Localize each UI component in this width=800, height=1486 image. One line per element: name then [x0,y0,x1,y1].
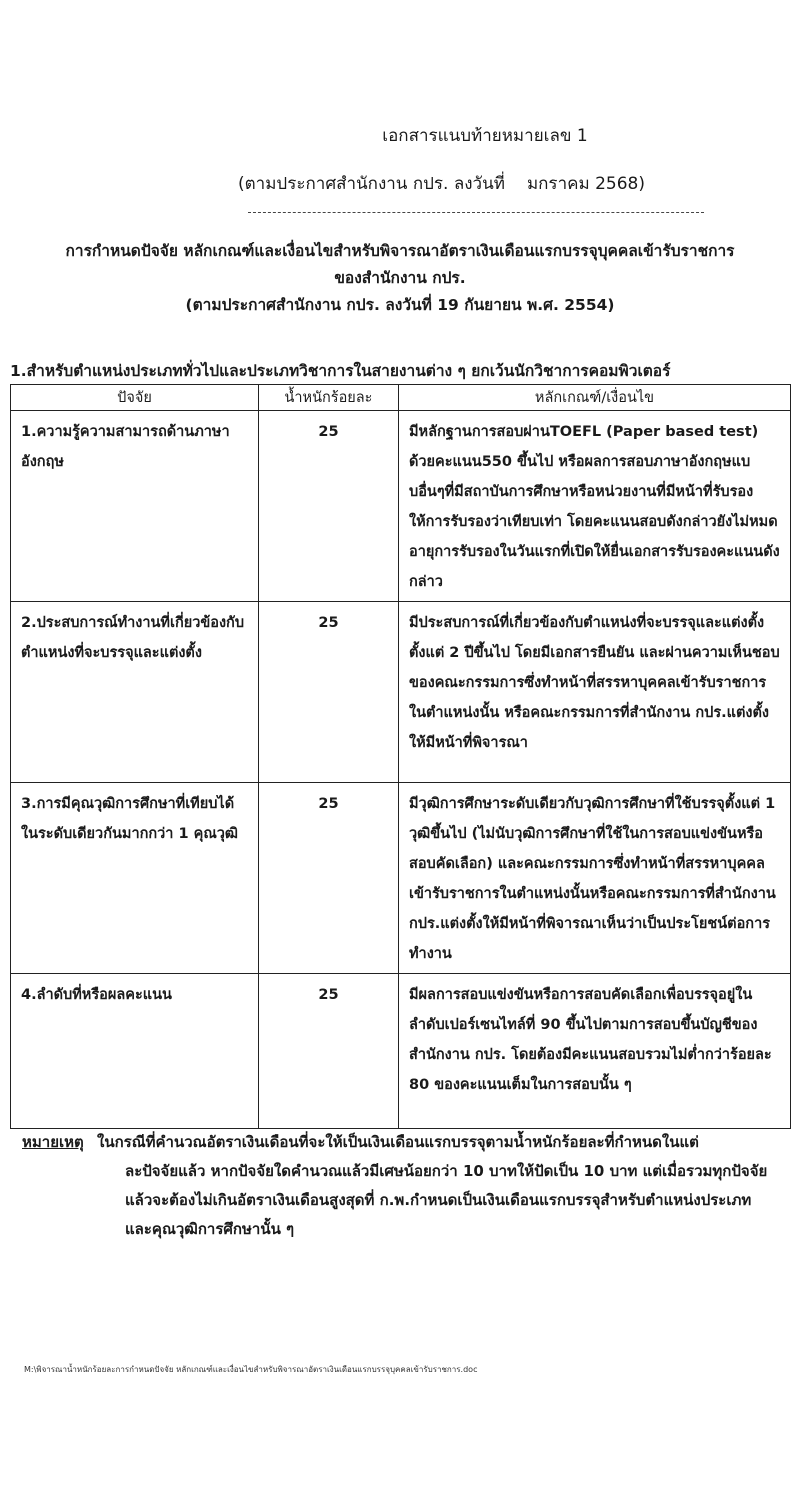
heading-line-3: (ตามประกาศสำนักงาน กปร. ลงวันที่ 19 กันยายน พ.ศ. 2554) [185,296,615,314]
factor-cell: 1.ความรู้ความสามารถด้านภาษาอังกฤษ [11,411,259,602]
heading-line-2: ของสำนักงาน กปร. [334,269,466,287]
weight-cell: 25 [259,974,399,1129]
column-header-criteria: หลักเกณฑ์/เงื่อนไข [399,385,791,411]
announcement-reference [238,170,645,197]
table-header-row [11,385,791,411]
dashed-divider [248,212,704,213]
announcement-prefix: (ตามประกาศสำนักงาน กปร. ลงวันที่ [238,174,505,194]
criteria-cell: มีประสบการณ์ที่เกี่ยวข้องกับตำแหน่งที่จะบรรจุและแต่งตั้ง ตั้งแต่ 2 ปีขึ้นไป โดยมีเอกสารยืนยัน และผ่านความเห็นชอบของคณะกรรมการซึ่งทำหน้าที่สรรหาบุคคลเข้ารับราชการในตำแหน่งนั้น หรือคณะกรรมการที่สำนักงาน กปร.แต่งตั้งให้มีหน้าที่พิจารณา [399,602,791,783]
footnote-label: หมายเหตุ [22,1133,84,1151]
weight-cell: 25 [259,602,399,783]
factor-cell: 3.การมีคุณวุฒิการศึกษาที่เทียบได้ในระดับเดียวกันมากกว่า 1 คุณวุฒิ [11,783,259,974]
weight-cell: 25 [259,411,399,602]
column-header-weight: น้ำหนักร้อยละ [259,385,399,411]
section-heading: 1.สำหรับตำแหน่งประเภททั่วไปและประเภทวิชาการในสายงานต่าง ๆ ยกเว้นนักวิชาการคอมพิวเตอร์ [10,362,671,380]
table-row [11,411,791,602]
document-heading [20,238,780,319]
weight-cell: 25 [259,783,399,974]
factor-cell: 2.ประสบการณ์ทำงานที่เกี่ยวข้องกับตำแหน่งที่จะบรรจุและแต่งตั้ง [11,602,259,783]
criteria-cell: มีหลักฐานการสอบผ่านTOEFL (Paper based test) ด้วยคะแนน550 ขึ้นไป หรือผลการสอบภาษาอังกฤษแบบอื่นๆที่มีสถาบันการศึกษาหรือหน่วยงานที่มีหน้าที่รับรองให้การรับรองว่าเทียบเท่า โดยคะแนนสอบดังกล่าวยังไม่หมดอายุการรับรองในวันแรกที่เปิดให้ยื่นเอกสารรับรองคะแนนดังกล่าว [399,411,791,602]
column-header-factor: ปัจจัย [11,385,259,411]
table-row [11,974,791,1129]
table-row [11,783,791,974]
table-row [11,602,791,783]
heading-line-1: การกำหนดปัจจัย หลักเกณฑ์และเงื่อนไขสำหรับพิจารณาอัตราเงินเดือนแรกบรรจุบุคคลเข้ารับราชการ [65,242,735,260]
factor-cell: 4.ลำดับที่หรือผลคะแนน [11,974,259,1129]
criteria-table [10,384,791,1129]
criteria-cell: มีผลการสอบแข่งขันหรือการสอบคัดเลือกเพื่อบรรจุอยู่ในลำดับเปอร์เซนไทล์ที่ 90 ขึ้นไปตามการสอบขึ้นบัญชีของสำนักงาน กปร. โดยต้องมีคะแนนสอบรวมไม่ต่ำกว่าร้อยละ 80 ของคะแนนเต็มในการสอบนั้น ๆ [399,974,791,1129]
file-path-footer: M:\พิจารณาน้ำหนักร้อยละการกำหนดปัจจัย หลักเกณฑ์และเงื่อนไขสำหรับพิจารณาอัตราเงินเดือนแรกบรรจุบุคคลเข้ารับราชการ.doc [24,1365,478,1374]
footnote-text-first-line: ในกรณีที่คำนวณอัตราเงินเดือนที่จะให้เป็นเงินเดือนแรกบรรจุตามน้ำหนักร้อยละที่กำหนดในแต่ [97,1133,699,1151]
criteria-cell: มีวุฒิการศึกษาระดับเดียวกับวุฒิการศึกษาที่ใช้บรรจุตั้งแต่ 1 วุฒิขึ้นไป (ไม่นับวุฒิการศึกษาที่ใช้ในการสอบแข่งขันหรือสอบคัดเลือก) และคณะกรรมการซึ่งทำหน้าที่สรรหาบุคคลเข้ารับราชการในตำแหน่งนั้นหรือคณะกรรมการที่สำนักงาน กปร.แต่งตั้งให้มีหน้าที่พิจารณาเห็นว่าเป็นประโยชน์ต่อการทำงาน [399,783,791,974]
announcement-date: มกราคม 2568) [526,174,645,194]
footnote-text [97,1128,782,1244]
footnote [22,1128,782,1244]
document-attachment-title: เอกสารแนบท้ายหมายเลข 1 [382,126,588,146]
footnote-text-continuation: ละปัจจัยแล้ว หากปัจจัยใดคำนวณแล้วมีเศษน้อยกว่า 10 บาทให้ปัดเป็น 10 บาท แต่เมื่อรวมทุกปัจจัยแล้วจะต้องไม่เกินอัตราเงินเดือนสูงสุดที่ ก.พ.กำหนดเป็นเงินเดือนแรกบรรจุสำหรับตำแหน่งประเภท และคุณวุฒิการศึกษานั้น ๆ [125,1162,768,1238]
